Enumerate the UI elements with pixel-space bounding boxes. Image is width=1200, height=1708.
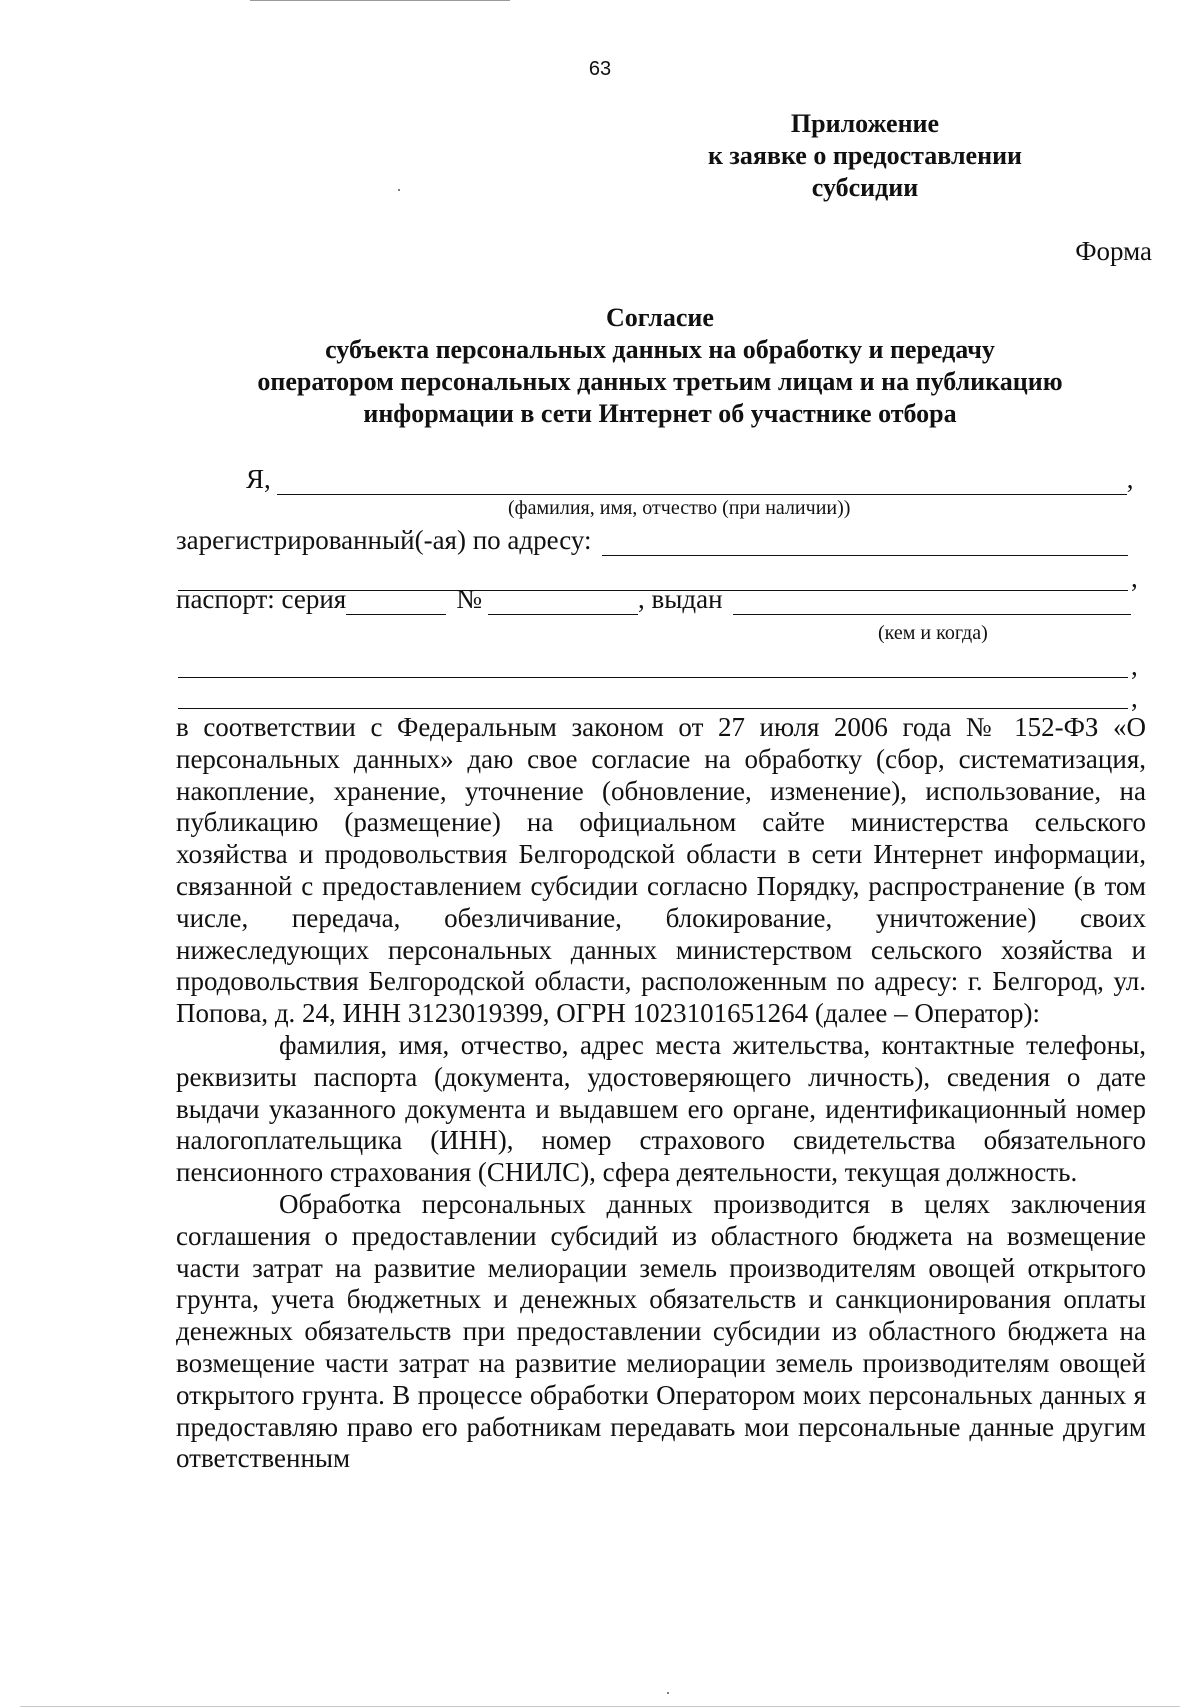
title-line: субъекта персональных данных на обработку и передачу <box>325 335 995 364</box>
fio-caption: (фамилия, имя, отчество (при наличии)) <box>508 497 851 519</box>
scan-edge-top <box>250 0 510 1</box>
appendix-line: Приложение <box>790 109 940 138</box>
passport-series-label: паспорт: серия <box>176 584 347 614</box>
passport-row <box>176 584 1131 615</box>
passport-number-field[interactable] <box>488 588 638 615</box>
paragraph-consent: в соответствии с Федеральным законом от 27 июля 2006 года № 152-ФЗ «О персональных данных» даю свое согласие на обработку (сбор, систематизация, накопление, хранение, уточнение (обновление, изменение), использование, на публикацию (размещение) на официальном сайте министерства сельского хозяйства и продовольствия Белгородской области в сети Интернет информации, связанной с предоставлением субсидии согласно Порядку, распространение (в том числе, передача, обезличивание, блокирование, уничтожение) своих нижеследующих персональных данных министерством сельского хозяйства и продовольствия Белгородской области, расположенным по адресу: г. Белгород, ул. Попова, д. 24, ИНН 3123019399, ОГРН 1023101651264 (далее – Оператор): <box>176 712 1146 1029</box>
form-label: Форма <box>1075 236 1152 266</box>
address-trailing-comma: , <box>1131 563 1138 593</box>
address-row <box>176 525 1128 556</box>
scan-speck <box>398 189 400 191</box>
issued-field[interactable] <box>733 588 1131 615</box>
fio-trailing-comma: , <box>1126 464 1134 494</box>
issued-caption: (кем и когда) <box>878 622 988 644</box>
title-line: Согласие <box>606 303 714 332</box>
issued-field-continued-1[interactable] <box>178 677 1128 678</box>
document-title <box>130 302 1190 430</box>
appendix-header <box>640 108 1090 204</box>
fio-row <box>246 464 1134 495</box>
appendix-line: к заявке о предоставлении <box>707 141 1023 170</box>
scan-speck <box>667 1692 669 1694</box>
appendix-line: субсидии <box>811 173 919 202</box>
fio-label: Я, <box>246 464 271 494</box>
issued-trailing-comma-2: , <box>1131 683 1138 713</box>
paragraph-processing-purpose: Обработка персональных данных производится в целях заключения соглашения о предоставлении субсидий из областного бюджета на возмещение части затрат на развитие мелиорации земель производителям овощей открытого грунта, учета бюджетных и денежных обязательств и санкционирования оплаты денежных обязательств при предоставлении субсидии из областного бюджета на возмещение части затрат на развитие мелиорации земель производителям овощей открытого грунта. В процессе обработки Оператором моих персональных данных я предоставляю право его работникам передавать мои персональные данные другим ответственным <box>176 1188 1146 1474</box>
issued-field-continued-2[interactable] <box>178 708 1128 709</box>
paragraph-data-list: фамилия, имя, отчество, адрес места жительства, контактные телефоны, реквизиты паспорта (документа, удостоверяющего личность), сведения о дате выдачи указанного документа и выдавшем его органе, идентификационный номер налогоплательщика (ИНН), номер страхового свидетельства обязательного пенсионного страхования (СНИЛС), сфера деятельности, текущая должность. <box>176 1029 1146 1188</box>
scan-edge-bottom <box>20 1706 1180 1707</box>
consent-body <box>176 712 1146 1475</box>
address-field[interactable] <box>602 529 1128 556</box>
page-number: 63 <box>588 58 612 80</box>
passport-series-field[interactable] <box>346 588 446 615</box>
fio-field[interactable] <box>277 468 1127 495</box>
issued-trailing-comma-1: , <box>1131 651 1138 681</box>
title-line: оператором персональных данных третьим лицам и на публикацию <box>257 367 1063 396</box>
address-label: зарегистрированный(-ая) по адресу: <box>176 525 592 555</box>
issued-label: , выдан <box>638 584 723 614</box>
passport-number-label: № <box>456 584 482 614</box>
title-line: информации в сети Интернет об участнике отбора <box>363 399 957 428</box>
